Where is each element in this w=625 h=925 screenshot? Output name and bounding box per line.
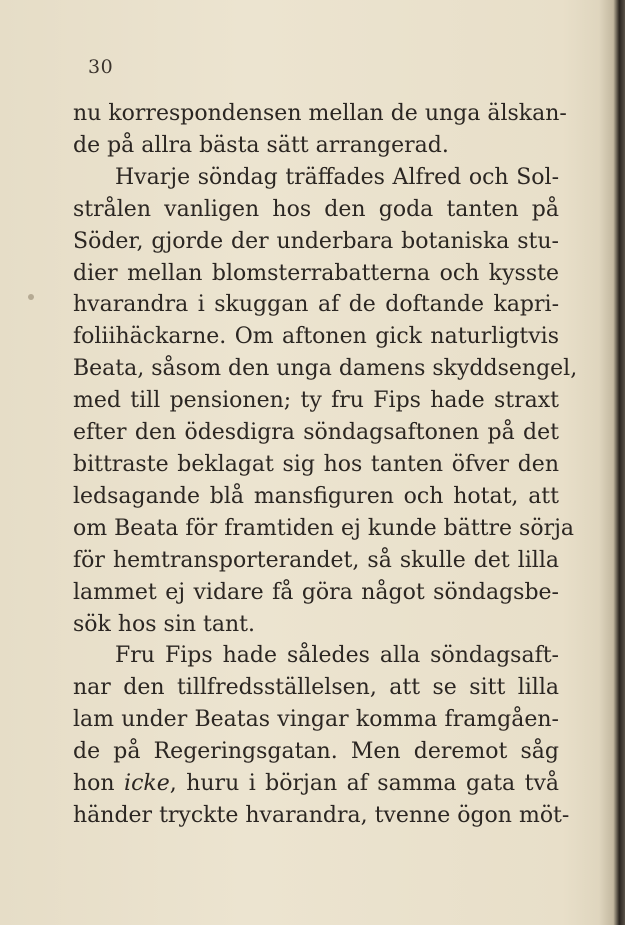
text-line: Beata, såsom den unga damens skyddsengel, — [73, 356, 578, 382]
text-line: Hvarje söndag träffades Alfred och Sol- — [115, 164, 559, 190]
text-line: lammet ej vidare få göra något söndagsbe- — [73, 579, 559, 605]
text-line: dier mellan blomsterrabatterna och kysste — [73, 260, 559, 286]
text-line: hvarandra i skuggan af de doftande kapri- — [73, 292, 559, 318]
text-line: de på Regeringsgatan. Men deremot såg — [73, 739, 559, 765]
paper-speck — [28, 294, 34, 300]
text-line: händer tryckte hvarandra, tvenne ögon möt- — [73, 802, 570, 828]
text-fragment: , huru i början af samma gata två — [169, 771, 559, 797]
text-line-with-emphasis — [73, 768, 559, 800]
page-number: 30 — [88, 56, 114, 78]
text-fragment: hon — [73, 771, 125, 797]
emphasized-word: icke — [124, 771, 170, 797]
text-line: nu korrespondensen mellan de unga älskan- — [73, 101, 567, 126]
text-line: strålen vanligen hos den goda tanten på — [73, 196, 559, 222]
text-line: foliihäckarne. Om aftonen gick naturligtvis — [73, 324, 559, 350]
text-line: lam under Beatas vingar komma framgåen- — [73, 707, 559, 733]
text-line: efter den ödesdigra söndagsaftonen på det — [73, 420, 559, 446]
page-gutter-edge — [599, 0, 625, 925]
text-line: Fru Fips hade således alla söndagsaft- — [115, 643, 559, 669]
text-line: med till pensionen; ty fru Fips hade straxt — [73, 388, 559, 414]
body-text — [73, 98, 578, 832]
text-line: bittraste beklagat sig hos tanten öfver den — [73, 451, 559, 477]
text-line: om Beata för framtiden ej kunde bättre sörja — [73, 515, 575, 541]
text-line: Söder, gjorde der underbara botaniska stu- — [73, 228, 559, 254]
text-line: sök hos sin tant. — [73, 611, 256, 637]
text-line: de på allra bästa sätt arrangerad. — [73, 132, 449, 158]
text-line: nar den tillfredsställelsen, att se sitt lilla — [73, 675, 559, 701]
text-line: för hemtransporterandet, så skulle det lilla — [73, 547, 559, 573]
text-line: ledsagande blå mansfiguren och hotat, att — [73, 483, 559, 509]
